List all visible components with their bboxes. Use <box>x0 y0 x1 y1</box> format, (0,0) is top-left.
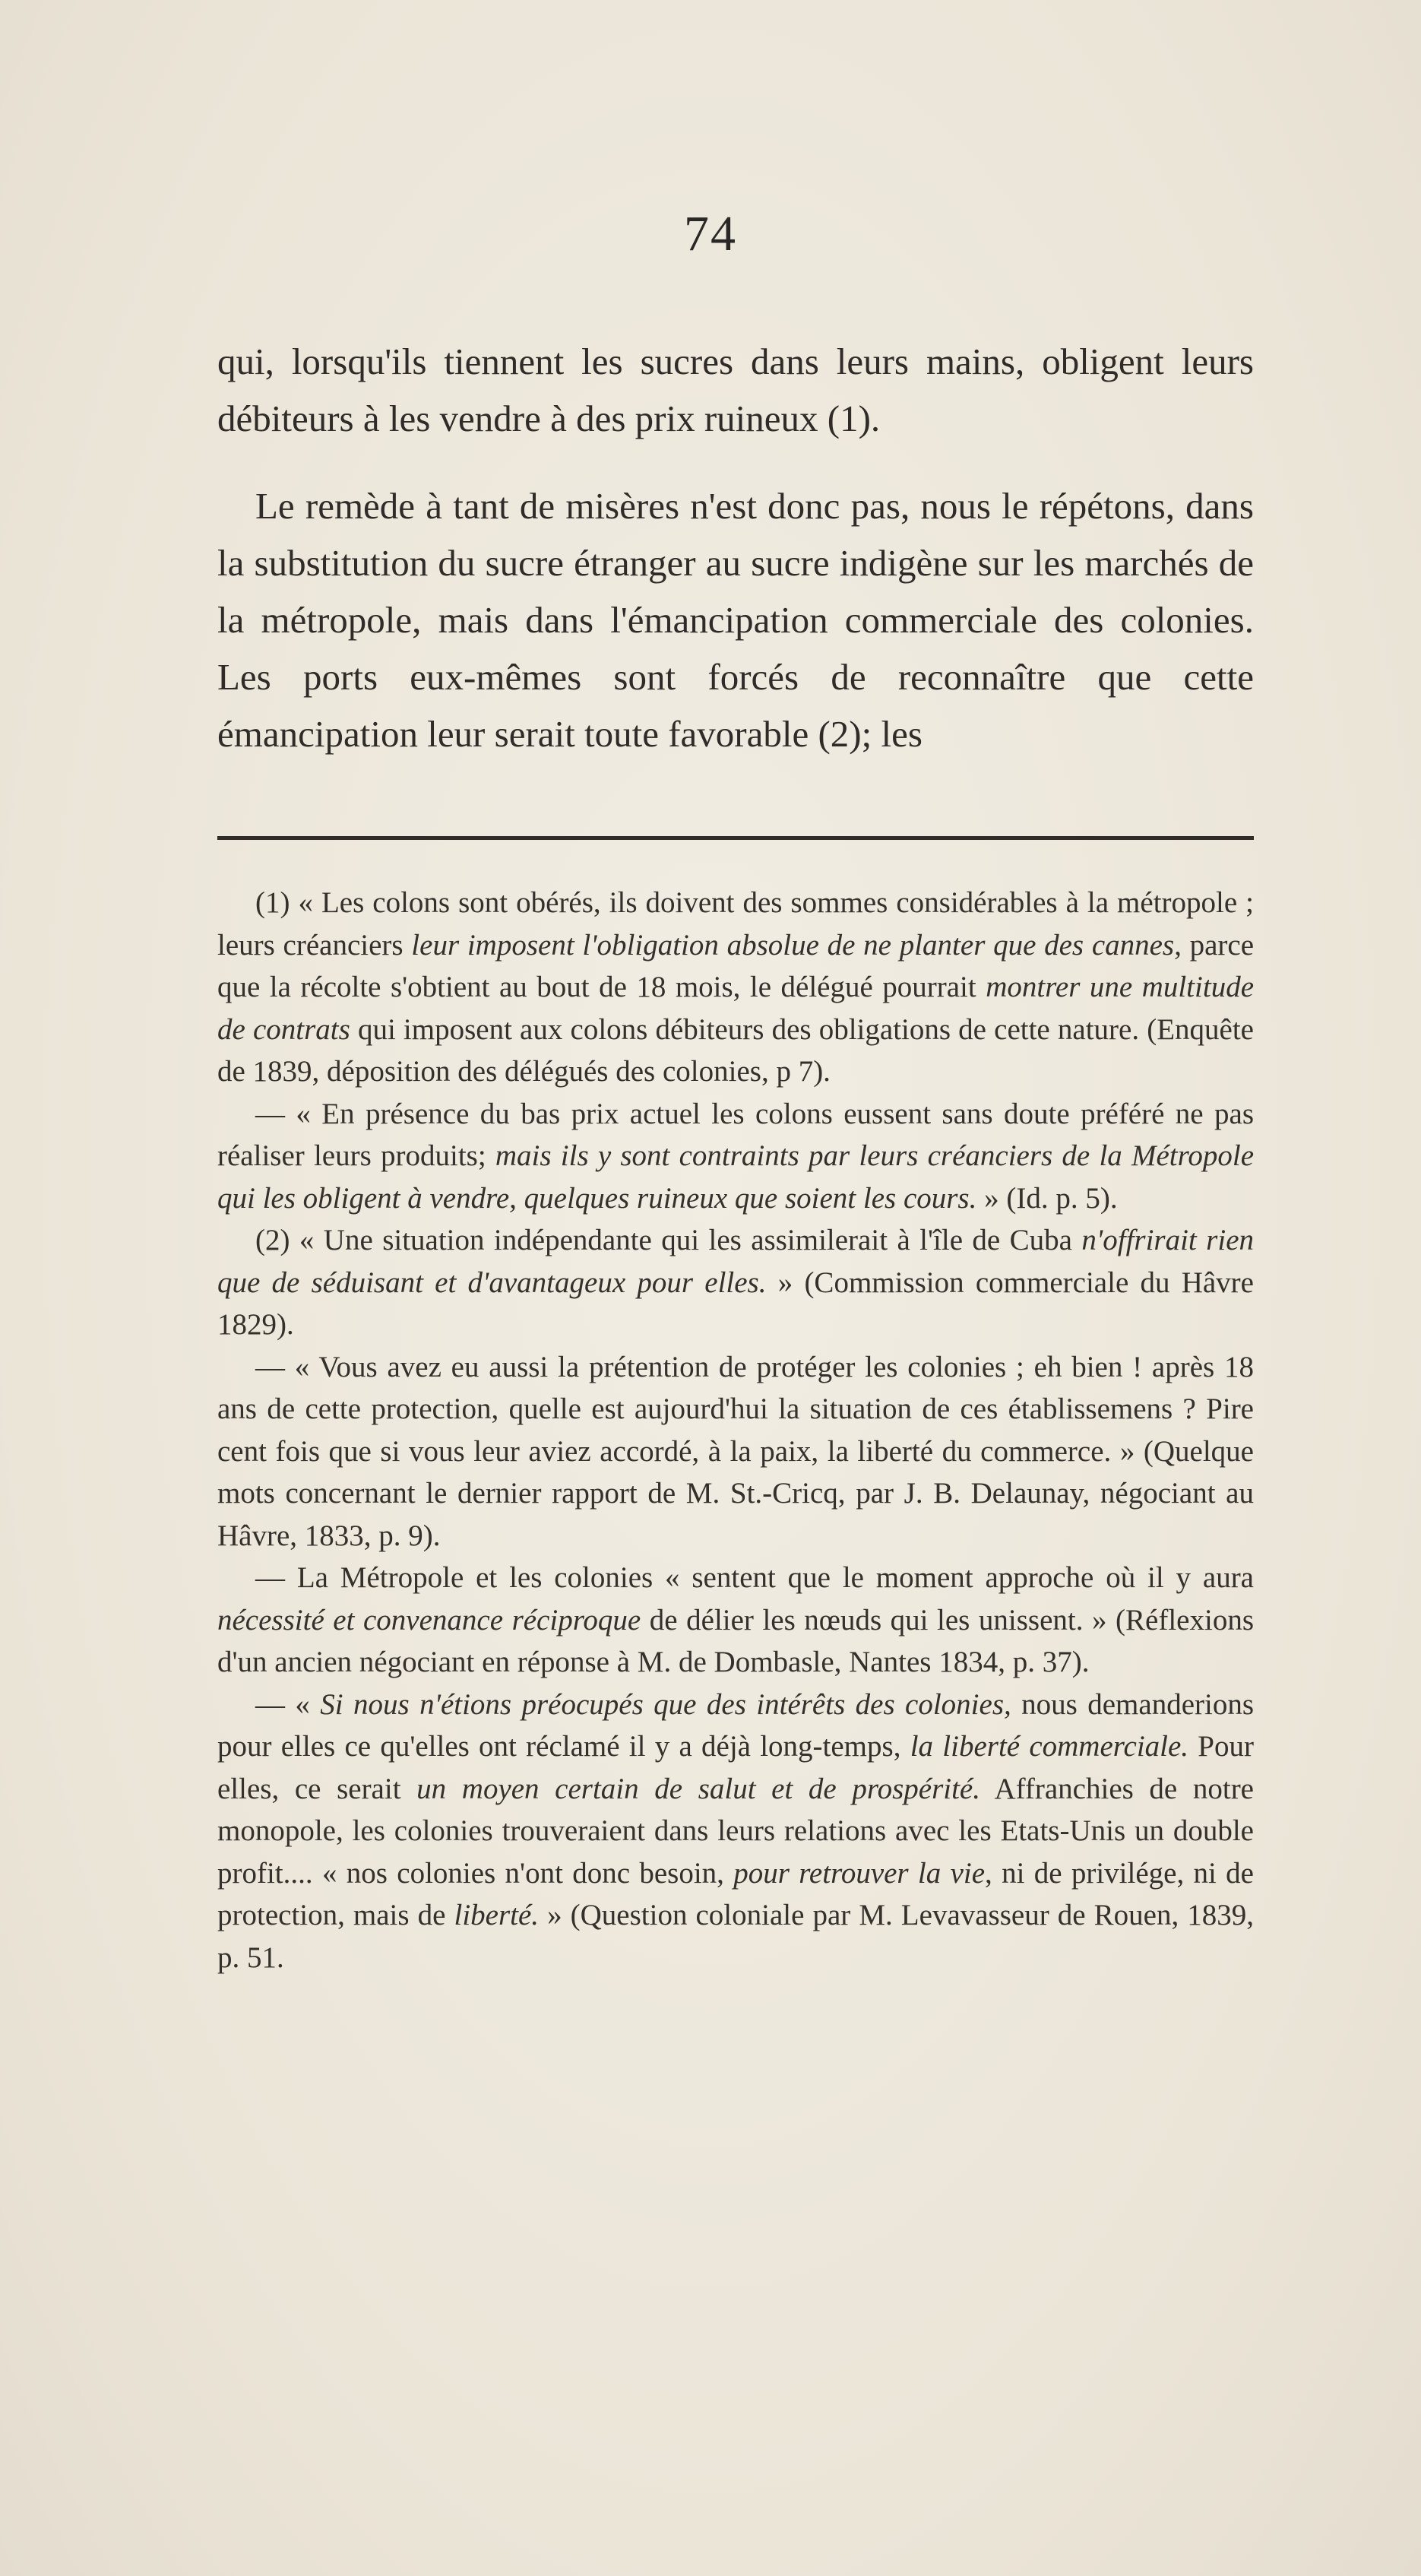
footnote-2-continued-b <box>217 1557 1254 1684</box>
footnote-2c-emph-j: liberté. <box>454 1899 540 1931</box>
footnote-2-text-c: » (Commission commerciale du Hâvre 1829). <box>217 1266 1254 1341</box>
footnote-1-emph-b: leur imposent l'obligation absolue de ne planter que des cannes, <box>411 928 1182 962</box>
footnote-2c-emph-b: Si nous n'étions préocupés que des intérêts des colonies, <box>320 1687 1011 1721</box>
footnote-2c-text-e: Pour elles, ce serait <box>217 1730 1254 1805</box>
main-text <box>217 333 1254 762</box>
footnote-2c-emph-d: la liberté commerciale. <box>910 1730 1189 1763</box>
footnote-divider <box>217 836 1254 840</box>
footnote-2-continued-c <box>217 1684 1254 1979</box>
footnote-2c-emph-h: pour retrouver la vie <box>733 1856 986 1890</box>
footnote-1c-text-c: » (Id. p. 5). <box>976 1181 1118 1215</box>
footnotes <box>217 882 1254 1979</box>
footnote-1-emph-d: montrer une multitude de contrats <box>217 971 1254 1046</box>
footnote-1-continued <box>217 1093 1254 1220</box>
footnote-2c-emph-f: un moyen certain de salut et de prospérité. <box>416 1772 980 1805</box>
footnote-2b-text-c: de délier les nœuds qui les unissent. » (Réflexions d'un ancien négociant en réponse à M. de Dombasle, Nantes 1834, p. 37). <box>217 1603 1255 1678</box>
paragraph-2: Le remède à tant de misères n'est donc pas, nous le répétons, dans la substitution du sucre étranger au sucre indigène sur les marchés de la métropole, mais dans l'émancipation commerciale des colonies. Les ports eux-mêmes sont forcés de reconnaître que cette émancipation leur serait toute favorable (2); les <box>217 485 1254 755</box>
footnote-2-emph-b: n'offrirait rien que de séduisant et d'avantageux pour elles. <box>217 1224 1254 1299</box>
footnote-1-text-a: (1) « Les colons sont obérés, ils doivent des sommes considérables à la métropole ; leurs créanciers <box>217 886 1254 962</box>
footnote-2 <box>217 1219 1254 1346</box>
footnote-2b-emph-b: nécessité et convenance réciproque <box>217 1603 641 1637</box>
footnote-1c-text-a: — « En présence du bas prix actuel les colons eussent sans doute préféré ne pas réaliser leurs produits; <box>217 1097 1254 1172</box>
footnote-2b-text-a: — La Métropole et les colonies « sentent que le moment approche où il y aura <box>255 1561 1254 1594</box>
footnote-1-text-e: qui imposent aux colons débiteurs des obligations de cette nature. (Enquête de 1839, déposition des délégués des colonies, p 7). <box>217 1012 1254 1088</box>
page-number: 74 <box>684 206 737 261</box>
footnote-2c-text-g: Affranchies de notre monopole, les colonies trouveraient dans leurs relations avec les Etats-Unis un double profit.... « nos colonies n'ont donc besoin, <box>217 1772 1254 1890</box>
footnote-1 <box>217 882 1254 1093</box>
footnote-2a-text: — « Vous avez eu aussi la prétention de protéger les colonies ; eh bien ! après 18 ans de cette protection, quelle est aujourd'hui la situation de ces établissemens ? Pire cent fois que si vous leur aviez accordé, à la paix, la liberté du commerce. » (Quelque mots concernant le dernier rapport de M. St.-Cricq, par J. B. Delaunay, négociant au Hâvre, 1833, p. 9). <box>217 1350 1254 1552</box>
paragraph-1: qui, lorsqu'ils tiennent les sucres dans leurs mains, obligent leurs débiteurs à les vendre à des prix ruineux (1). <box>217 341 1254 439</box>
footnote-2c-text-a: — « <box>255 1687 321 1721</box>
footnote-1c-emph-b: mais ils y sont contraints par leurs créanciers de la Métropole qui les obligent à vendre, quelques ruineux que soient les cours. <box>217 1139 1254 1215</box>
footnote-2-continued-a <box>217 1346 1254 1557</box>
footnote-2c-text-i: , ni de privilége, ni de protection, mais de <box>217 1856 1254 1931</box>
footnote-1-text-c: parce que la récolte s'obtient au bout de 18 mois, le délégué pourrait <box>217 928 1255 1003</box>
footnote-2c-text-k: » (Question coloniale par M. Levavasseur de Rouen, 1839, p. 51. <box>217 1899 1254 1974</box>
footnote-2-text-a: (2) « Une situation indépendante qui les assimilerait à l'île de Cuba <box>255 1224 1082 1256</box>
footnote-2c-text-c: nous demanderions pour elles ce qu'elles ont réclamé il y a déjà long-temps, <box>217 1687 1255 1763</box>
